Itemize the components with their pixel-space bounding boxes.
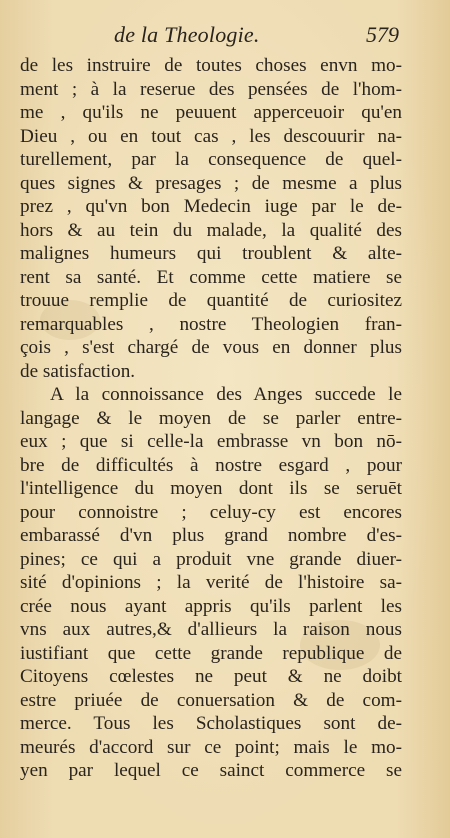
text-line: ment ; à la reserue des pensées de l'hom- [20,78,402,100]
text-line: embarassé d'vn plus grand nombre d'es- [20,525,402,546]
text-line: prez , qu'vn bon Medecin iuge par le de- [20,196,402,217]
text-line: crée nous ayant appris qu'ils parlent les [20,595,402,617]
text-line: estre priuée de conuersation & de com- [20,689,402,711]
text-line: trouue remplie de quantité de curiositez [20,290,402,311]
page-number: 579 [366,22,399,47]
text-line: A la connoissance des Anges succede le [50,384,402,405]
text-line: de les instruire de toutes choses envn mo- [20,55,402,76]
text-line: iustifiant que cette grande republique de [20,642,402,664]
running-head: de la Theologie. [114,22,260,47]
text-line: turellement, par la consequence de quel- [20,149,402,170]
text-line: pines; ce qui a produit vne grande diuer- [20,548,402,570]
text-line: sité d'opinions ; la verité de l'histoire sa- [20,572,402,593]
body-text [20,54,402,783]
text-line: çois , s'est chargé de vous en donner plus [20,337,402,358]
text-line: rent sa santé. Et comme cette matiere se [20,266,402,288]
text-line: pour connoistre ; celuy-cy est encores [20,501,402,523]
text-line: bre de difficultés à nostre esgard , pour [20,454,402,476]
paragraph [20,383,402,783]
text-line: l'intelligence du moyen dont ils se seruēt [20,478,402,499]
text-line: yen par lequel ce sainct commerce se [20,760,402,781]
text-line: langage & le moyen de se parler entre- [20,407,402,429]
text-line: hors & au tein du malade, la qualité des [20,219,402,241]
text-line: meurés d'accord sur ce point; mais le mo- [20,736,402,758]
paragraph [20,54,402,383]
text-line: Dieu , ou en tout cas , les descouurir na- [20,125,402,147]
text-line: me , qu'ils ne peuuent apperceuoir qu'en [20,102,402,123]
text-line: vns aux autres,& d'allieurs la raison nous [20,619,402,640]
text-line: malignes humeurs qui troublent & alte- [20,243,402,264]
text-line: eux ; que si celle-la embrasse vn bon nō- [20,431,402,452]
text-line: de satisfaction. [20,360,136,382]
text-line: merce. Tous les Scholastiques sont de- [20,713,402,734]
text-line: remarquables , nostre Theologien fran- [20,313,402,335]
text-line: ques signes & presages ; de mesme a plus [20,172,402,194]
text-line: Citoyens cœlestes ne peut & ne doibt [20,666,402,687]
